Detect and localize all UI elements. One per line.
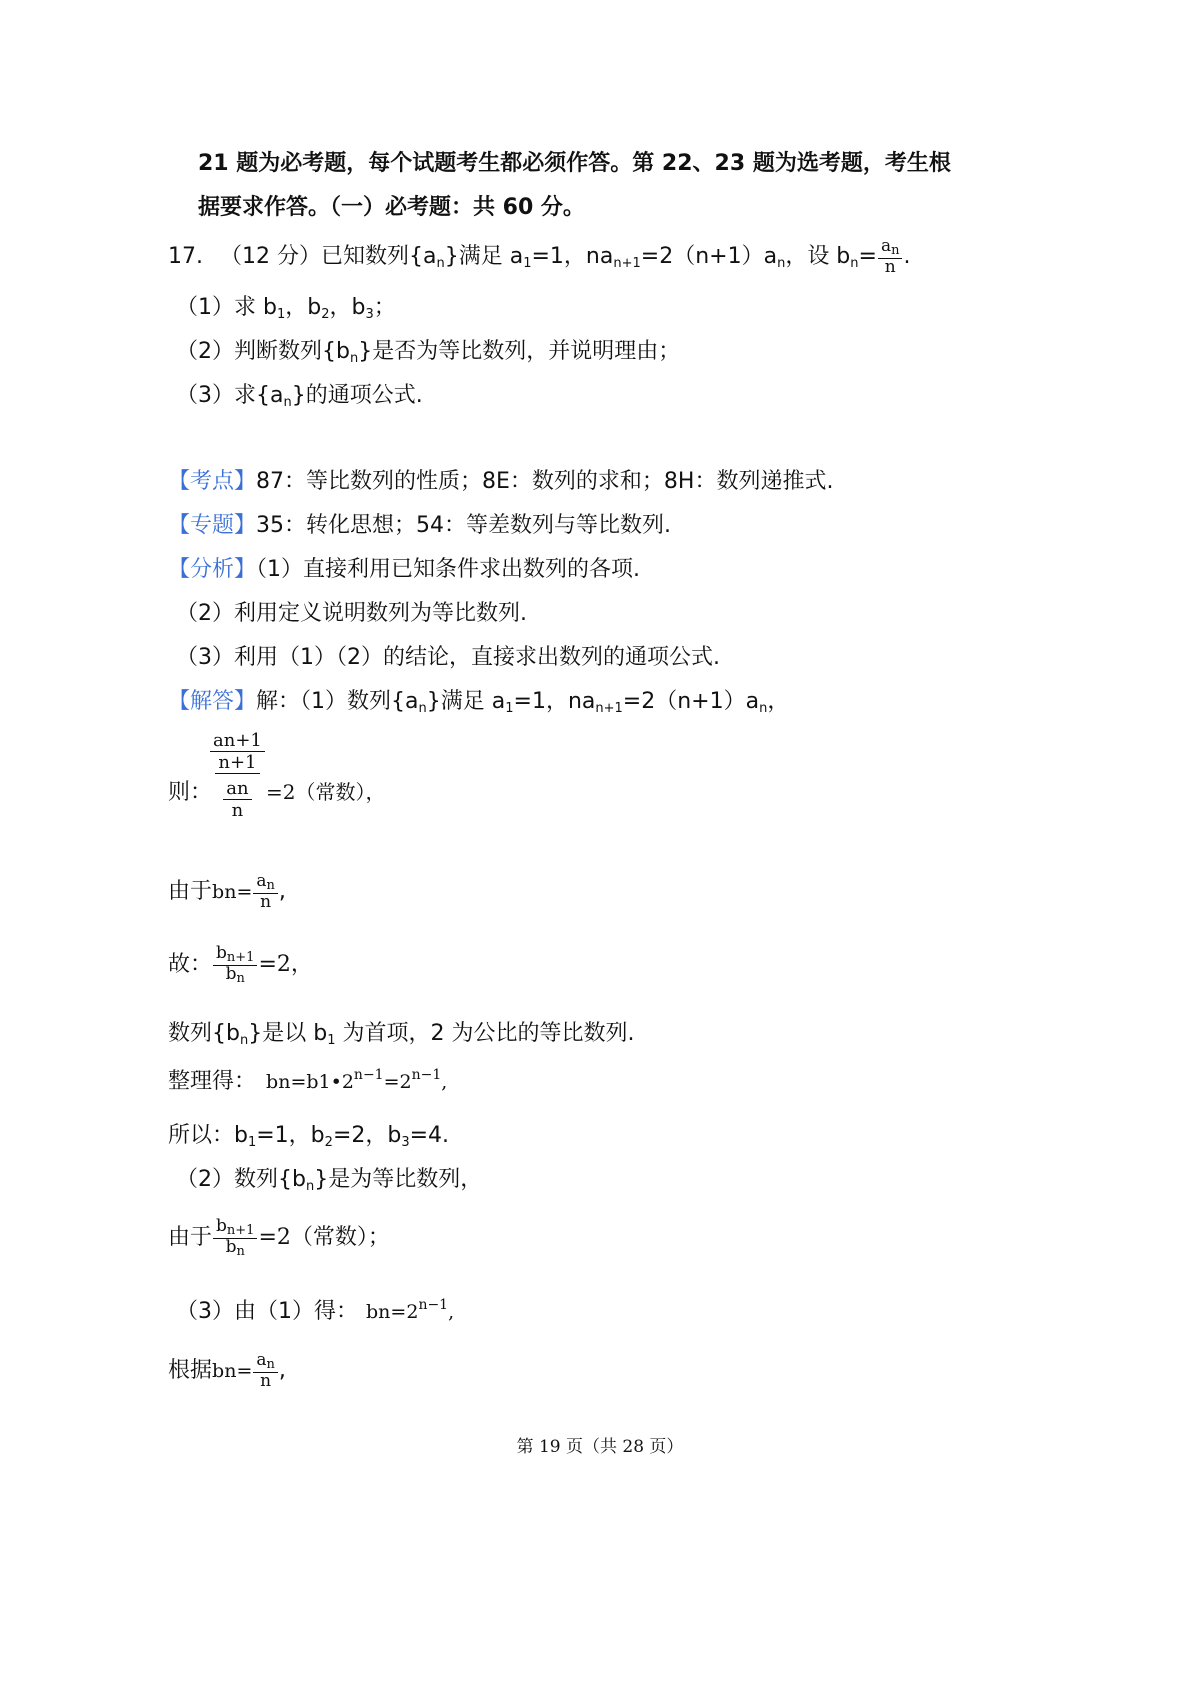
kaodian-line: 【考点】87：等比数列的性质；8E：数列的求和；8H：数列递推式. — [168, 469, 834, 494]
problem-statement: 17. （12 分）已知数列$\{a_n\}$满足 $a_1=1$，$na_{n+1}=2(n+1)a_n$，设 $b_n=$ $\frac{an}{n}$ . — [168, 236, 911, 277]
question-3: （3）求$\{a_n\}$的通项公式. — [176, 383, 423, 410]
intro-line-1: 21 题为必考题，每个试题考生都必须作答。第 22、23 题为选考题，考生根 — [198, 151, 951, 176]
fraction-an-over-n: $\frac{an}{n}$ — [878, 238, 903, 276]
gu-line: 故： $\frac{bn+1}{bn}$ =2， — [168, 943, 313, 986]
compound-fraction: an+1 n+1 an n — [210, 732, 265, 821]
part3-line: （3）由（1）得： $bn=2^{n-1}$, — [176, 1297, 455, 1324]
ze-label: 则： — [168, 780, 213, 805]
fenxi-line-2: （2）利用定义说明数列为等比数列. — [176, 601, 527, 626]
problem-number: 17. — [168, 244, 203, 270]
fenxi-tag: 【分析】 — [168, 557, 257, 582]
question-2: （2）判断数列$\{b_n\}$是否为等比数列，并说明理由； — [176, 339, 681, 366]
problem-score: （12 分） — [220, 244, 321, 270]
zhuanti-line: 【专题】35：转化思想；54：等差数列与等比数列. — [168, 513, 671, 538]
part2-line: （2）数列$\{b_n\}$是为等比数列， — [176, 1167, 483, 1194]
zhuanti-tag: 【专题】 — [168, 513, 257, 538]
intro-line-2: 据要求作答。（一）必考题：共 60 分。 — [198, 195, 585, 220]
zhengli-line: 整理得： $bn=b1•2^{n-1}=2^{n-1}$, — [168, 1067, 448, 1094]
youyu-line: 由于bn= $\frac{an}{n}$ , — [168, 871, 286, 912]
genju-line: 根据bn= $\frac{an}{n}$ , — [168, 1350, 286, 1391]
suoyi-line: 所以：$b_1=1$，$b_2=2$，$b_3=4$. — [168, 1123, 450, 1150]
page-footer: 第 19 页（共 28 页） — [516, 1437, 684, 1457]
kaodian-tag: 【考点】 — [168, 469, 257, 494]
youyu2-line: 由于 $\frac{bn+1}{bn}$ =2（常数）； — [168, 1216, 390, 1259]
fenxi-line: 【分析】（1）直接利用已知条件求出数列的各项. — [168, 557, 641, 582]
jieda-line: 【解答】解：（1）数列$\{a_n\}$满足 $a_1=1$，$na_{n+1}=2(n+1)a_n$， — [168, 689, 790, 716]
question-1: （1）求 $b_1$，$b_2$，$b_3$； — [176, 295, 396, 322]
const-text: =2（常数）， — [266, 780, 386, 804]
fenxi-line-3: （3）利用（1）（2）的结论，直接求出数列的通项公式. — [176, 645, 720, 670]
geo-line: 数列$\{b_n\}$是以 $b_1$ 为首项，2 为公比的等比数列. — [168, 1021, 635, 1048]
jieda-tag: 【解答】 — [168, 689, 257, 714]
